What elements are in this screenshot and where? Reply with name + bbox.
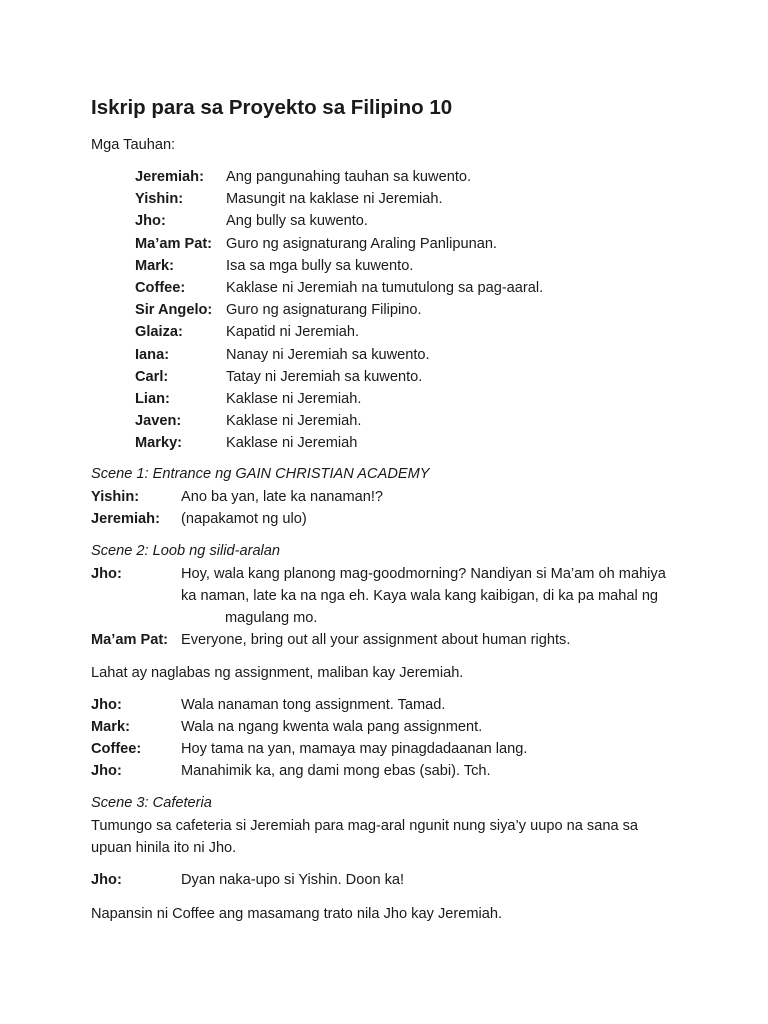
character-row: [135, 410, 695, 432]
scene-3-heading: Scene 3: Cafeteria: [91, 795, 212, 811]
character-description: Kaklase ni Jeremiah na tumutulong sa pag-aaral.: [226, 279, 544, 296]
scene-2-heading: Scene 2: Loob ng silid-aralan: [91, 543, 281, 559]
character-row: [135, 277, 695, 299]
dialogue-line: [91, 760, 691, 782]
dialogue-text: [181, 563, 666, 629]
character-description: Ang pangunahing tauhan sa kuwento.: [226, 169, 472, 185]
character-row: [135, 388, 695, 410]
scene-2-dialogue: [91, 563, 691, 651]
dialogue-text: Ano ba yan, late ka nanaman!?: [181, 489, 384, 505]
dialogue-line: [91, 508, 691, 530]
character-row: [135, 188, 695, 210]
narration-line: upuan hinila ito ni Jho.: [91, 840, 237, 856]
speaker-name: Jeremiah:: [91, 511, 160, 527]
speaker-name: Jho:: [91, 763, 122, 779]
speaker-name: Yishin:: [91, 489, 140, 505]
speaker-name: Jho:: [91, 697, 122, 713]
character-name: Iana:: [135, 346, 170, 363]
character-description: Guro ng asignaturang Filipino.: [226, 302, 422, 319]
character-description: Kaklase ni Jeremiah.: [226, 390, 362, 407]
character-description: Isa sa mga bully sa kuwento.: [226, 257, 414, 274]
characters-heading: Mga Tauhan:: [91, 137, 176, 153]
character-name: Coffee:: [135, 279, 186, 296]
speaker-name: Ma’am Pat:: [91, 632, 169, 648]
dialogue-line: [91, 486, 691, 508]
dialogue-text: Manahimik ka, ang dami mong ebas (sabi). Tch.: [181, 763, 491, 779]
speaker-name: Jho:: [91, 872, 122, 888]
narration: [91, 815, 681, 859]
character-description: Kapatid ni Jeremiah.: [226, 324, 360, 341]
character-row: [135, 166, 695, 188]
character-name: Carl:: [135, 368, 169, 385]
narration: Napansin ni Coffee ang masamang trato nila Jho kay Jeremiah.: [91, 906, 503, 922]
dialogue-text: Wala na ngang kwenta wala pang assignment.: [181, 719, 483, 735]
character-description: Kaklase ni Jeremiah.: [226, 413, 362, 430]
character-name: Javen:: [135, 413, 182, 430]
character-name: Marky:: [135, 435, 183, 452]
character-row: [135, 366, 695, 388]
dialogue-line: [91, 869, 691, 891]
character-list: [135, 166, 695, 454]
character-name: Ma’am Pat:: [135, 235, 213, 252]
scene-3-dialogue: [91, 869, 691, 891]
narration: Lahat ay naglabas ng assignment, maliban kay Jeremiah.: [91, 665, 464, 681]
document-title: Iskrip para sa Proyekto sa Filipino 10: [91, 96, 453, 119]
scene-1-dialogue: [91, 486, 691, 530]
speaker-name: Coffee:: [91, 741, 142, 757]
dialogue-line: [91, 716, 691, 738]
character-name: Glaiza:: [135, 324, 183, 341]
speaker-name: Jho:: [91, 566, 122, 582]
dialogue-text-line: Hoy, wala kang planong mag-goodmorning? Nandiyan si Ma’am oh mahiya: [181, 566, 666, 582]
character-description: Ang bully sa kuwento.: [226, 213, 368, 230]
dialogue-line: [91, 738, 691, 760]
scene-2-dialogue-continued: [91, 694, 691, 782]
dialogue-text-line: magulang mo.: [225, 610, 318, 626]
character-name: Jho:: [135, 213, 166, 230]
dialogue-text: Wala nanaman tong assignment. Tamad.: [181, 697, 446, 713]
character-description: Nanay ni Jeremiah sa kuwento.: [226, 346, 430, 363]
character-row: [135, 432, 695, 454]
character-name: Mark:: [135, 257, 174, 274]
narration-line: Tumungo sa cafeteria si Jeremiah para mag-aral ngunit nung siya’y uupo na sana sa: [91, 818, 639, 834]
character-row: [135, 255, 695, 277]
dialogue-line: [91, 629, 691, 651]
character-name: Yishin:: [135, 191, 184, 208]
character-name: Jeremiah:: [135, 169, 204, 185]
dialogue-text: Dyan naka-upo si Yishin. Doon ka!: [181, 872, 405, 888]
scene-1-heading: Scene 1: Entrance ng GAIN CHRISTIAN ACADEMY: [91, 466, 430, 482]
dialogue-text-line: ka naman, late ka na nga eh. Kaya wala kang kaibigan, di ka pa mahal ng: [181, 588, 659, 604]
character-description: Guro ng asignaturang Araling Panlipunan.: [226, 235, 497, 252]
dialogue-text: (napakamot ng ulo): [181, 511, 307, 527]
character-row: [135, 321, 695, 343]
character-description: Kaklase ni Jeremiah: [226, 435, 358, 452]
character-description: Tatay ni Jeremiah sa kuwento.: [226, 368, 423, 385]
character-row: [135, 344, 695, 366]
character-row: [135, 210, 695, 232]
character-name: Lian:: [135, 390, 170, 407]
dialogue-line: [91, 694, 691, 716]
dialogue-line: [91, 563, 691, 629]
speaker-name: Mark:: [91, 719, 130, 735]
character-row: [135, 233, 695, 255]
character-row: [135, 299, 695, 321]
character-name: Sir Angelo:: [135, 302, 213, 319]
dialogue-text: Hoy tama na yan, mamaya may pinagdadaanan lang.: [181, 741, 528, 757]
dialogue-text: Everyone, bring out all your assignment about human rights.: [181, 632, 571, 648]
character-description: Masungit na kaklase ni Jeremiah.: [226, 191, 443, 208]
